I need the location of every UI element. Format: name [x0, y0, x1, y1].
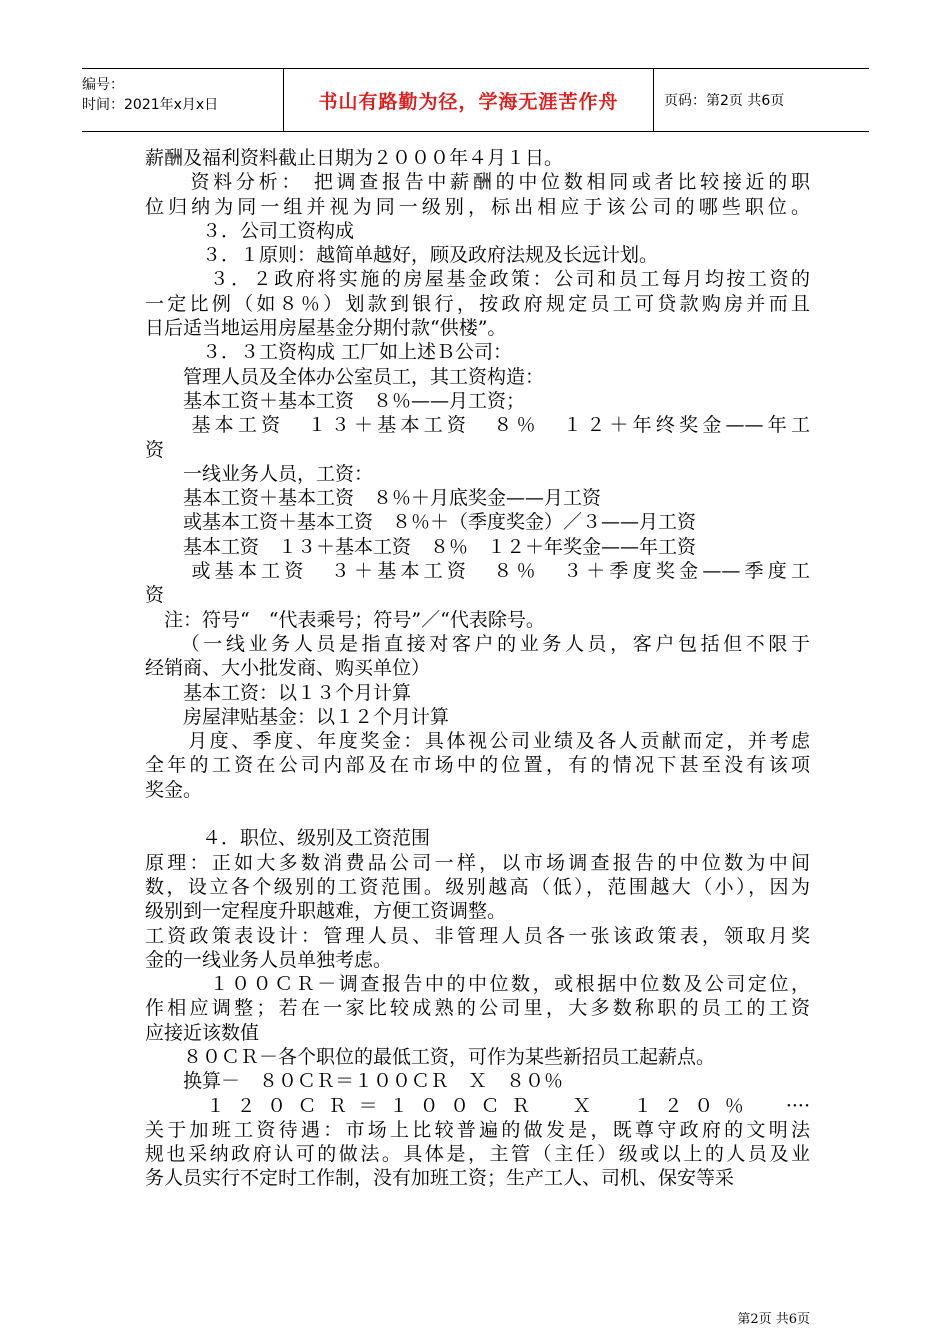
text-line: ３．公司工资构成 — [145, 219, 355, 242]
text-line: 资 — [145, 438, 165, 461]
text-line: 基本工资：以１３个月计算 — [145, 681, 412, 704]
text-line: ３．２政府将实施的房屋基金政策：公司和员工每月均按工资的 — [145, 268, 810, 291]
text-line: 关于加班工资待遇：市场上比较普遍的做发是，既尊守政府的文明法 — [145, 1118, 810, 1141]
text-line: 薪酬及福利资料截止日期为２０００年４月１日。 — [145, 147, 564, 169]
text-line: 日后适当地运用房屋基金分期付款“供楼”。 — [145, 317, 507, 340]
text-line: 基本工资 １３＋基本工资 ８％ １２＋年终奖金——年工 — [145, 414, 810, 437]
text-line: 奖金。 — [145, 778, 203, 801]
text-line: （一线业务人员是指直接对客户的业务人员，客户包括但不限于 — [145, 632, 810, 655]
text-line: 数，设立各个级别的工资范围。级别越高（低），范围越大（小），因为 — [145, 875, 810, 898]
text-line: 基本工资 １３＋基本工资 ８％ １２＋年奖金——年工资 — [145, 535, 697, 558]
text-line: 应接近该数值 — [145, 1021, 260, 1044]
text-line: 务人员实行不定时工作制，没有加班工资；生产工人、司机、保安等采 — [145, 1167, 735, 1190]
document-body — [145, 146, 810, 1191]
text-line: 换算－ ８０ＣＲ＝１００ＣＲ Ｘ ８０％ — [145, 1070, 564, 1093]
text-line: ８０ＣＲ－各个职位的最低工资，可作为某些新招员工起薪点。 — [145, 1045, 716, 1068]
header-info — [82, 69, 283, 131]
text-line: 作相应调整；若在一家比较成熟的公司里，大多数称职的员工的工资 — [145, 997, 810, 1020]
text-line: 房屋津贴基金：以１２个月计算 — [145, 705, 450, 728]
text-line: 工资政策表设计：管理人员、非管理人员各一张该政策表，领取月奖 — [145, 924, 810, 947]
text-line: 原理：正如大多数消费品公司一样，以市场调查报告的中位数为中间 — [145, 851, 810, 874]
text-line: 基本工资＋基本工资 ８％＋月底奖金——月工资 — [145, 487, 602, 510]
text-line: 或基本工资＋基本工资 ８％＋（季度奖金）／３——月工资 — [145, 511, 697, 534]
text-line: ４．职位、级别及工资范围 — [145, 827, 431, 850]
text-line: 一线业务人员，工资： — [145, 462, 374, 485]
page-footer: 第2页 共6页 — [737, 1312, 810, 1327]
text-line: 级别到一定程度升职越难，方便工资调整。 — [145, 900, 507, 923]
text-line: 资 — [145, 584, 165, 607]
blank-line — [145, 802, 810, 826]
text-line: 基本工资＋基本工资 ８％——月工资； — [145, 389, 526, 412]
text-line: 位归纳为同一组并视为同一级别，标出相应于该公司的哪些职位。 — [145, 195, 810, 218]
text-line: １２０ＣＲ＝１００ＣＲ Ｘ １２０％ ···· — [145, 1094, 810, 1117]
text-line: 管理人员及全体办公室员工，其工资构造： — [145, 365, 545, 388]
text-line: 全年的工资在公司内部及在市场中的位置，有的情况下甚至没有该项 — [145, 754, 810, 777]
text-line: 资料分析： 把调查报告中薪酬的中位数相同或者比较接近的职 — [145, 171, 810, 194]
header-motto-cell — [283, 69, 654, 131]
header-motto: 书山有路勤为径，学海无涯苦作舟 — [318, 90, 619, 113]
text-line: ３．３工资构成 工厂如上述Ｂ公司： — [145, 341, 513, 364]
header-page-number: 页码：第2页 共6页 — [664, 93, 785, 109]
text-line: ３．１原则：越简单越好，顾及政府法规及长远计划。 — [145, 244, 659, 267]
text-line: 月度、季度、年度奖金：具体视公司业绩及各人贡献而定，并考虑 — [145, 730, 810, 753]
text-line: 注：符号“ “代表乘号；符号”／“代表除号。 — [145, 608, 545, 631]
header-page-cell — [654, 69, 869, 131]
text-line: 金的一线业务人员单独考虑。 — [145, 948, 393, 971]
page-header — [82, 68, 869, 132]
text-line: 一定比例（如８％）划款到银行，按政府规定员工可贷款购房并而且 — [145, 292, 810, 315]
document-number-label: 编号： — [82, 77, 124, 93]
text-line: 或基本工资 ３＋基本工资 ８％ ３＋季度奖金——季度工 — [145, 560, 810, 583]
document-time-label: 时间：2021年x月x日 — [82, 97, 219, 113]
text-line: 经销商、大小批发商、购买单位） — [145, 657, 431, 680]
text-line: １００ＣＲ－调查报告中的中位数，或根据中位数及公司定位， — [145, 973, 810, 996]
text-line: 规也采纳政府认可的做法。具体是，主管（主任）级或以上的人员及业 — [145, 1143, 810, 1166]
